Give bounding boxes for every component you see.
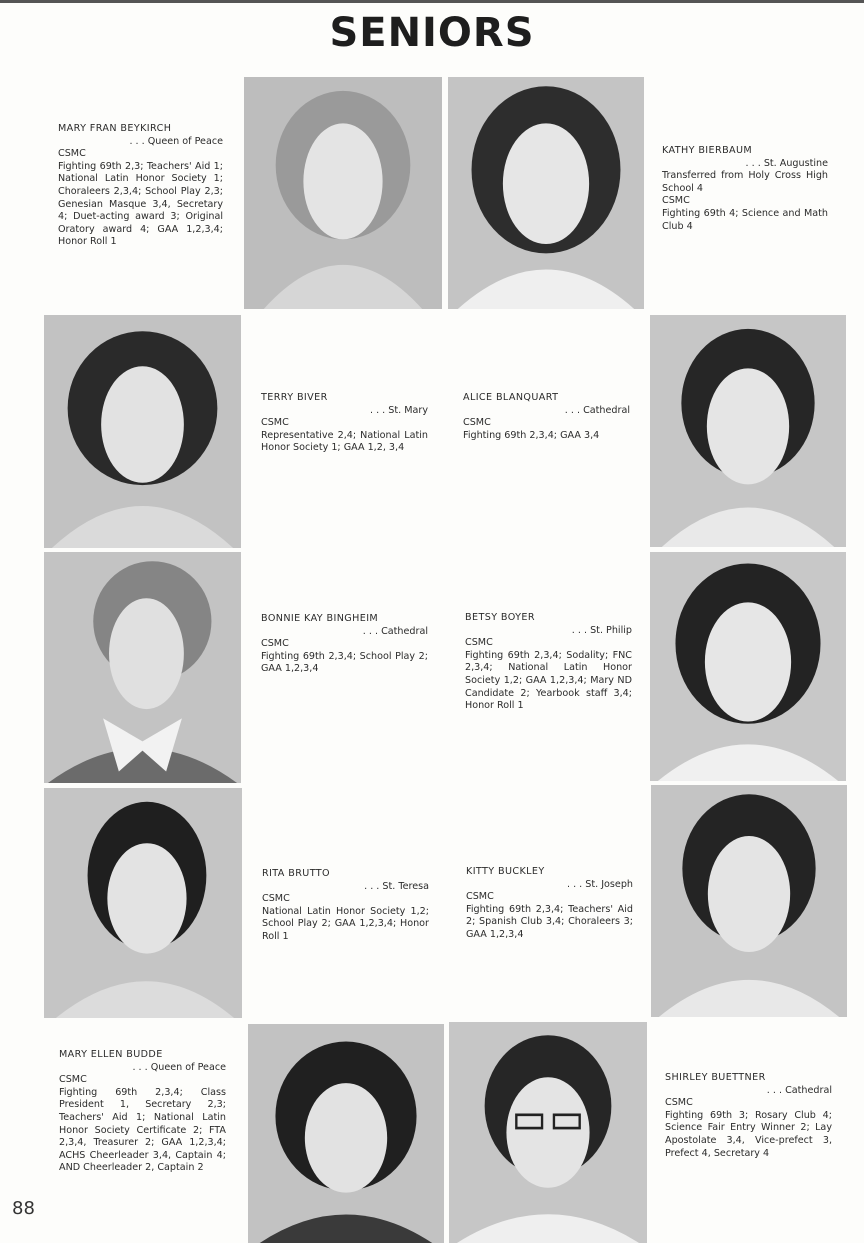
senior-school: CSMC bbox=[665, 1097, 693, 1109]
bio-brutto bbox=[262, 868, 429, 944]
bio-buettner bbox=[665, 1072, 832, 1160]
portrait-photo-blanquart bbox=[650, 315, 846, 547]
top-rule bbox=[0, 0, 864, 3]
bio-biver bbox=[261, 392, 428, 455]
bio-blanquart bbox=[463, 392, 630, 442]
senior-parish: . . . St. Augustine bbox=[745, 157, 828, 169]
bio-beykirch bbox=[58, 123, 223, 249]
portrait-photo-buckley bbox=[651, 785, 847, 1017]
senior-name: KATHY BIERBAUM bbox=[662, 145, 753, 156]
senior-activities: Representative 2,4; National Latin Honor Society 1; GAA 1,2, 3,4 bbox=[261, 429, 428, 454]
bio-buckley bbox=[466, 866, 633, 942]
senior-name: MARY FRAN BEYKIRCH bbox=[58, 123, 172, 134]
portrait-photo-budde bbox=[248, 1024, 444, 1243]
senior-activities: Fighting 69th 3; Rosary Club 4; Science Fair Entry Winner 2; Lay Apostolate 3,4, Vice-prefect 3, Prefect 4, Secretary 4 bbox=[665, 1109, 832, 1159]
senior-parish: . . . Cathedral bbox=[362, 625, 428, 637]
senior-school: CSMC bbox=[466, 891, 494, 903]
page-title: SENIORS bbox=[329, 10, 535, 56]
senior-parish: . . . St. Philip bbox=[571, 624, 632, 636]
portrait-photo-boyer bbox=[650, 552, 846, 781]
senior-name: ALICE BLANQUART bbox=[463, 392, 559, 403]
senior-activities: Fighting 69th 2,3,4; Class President 1, Secretary 2,3; Teachers' Aid 1; National Latin Honor Society Certificate 2; FTA 2,3,4, Treasurer 2; GAA 1,2,3,4; ACHS Cheerleader 3,4, Captain 4; AND Cheerleader 2, Captain 2 bbox=[59, 1086, 226, 1174]
senior-activities: Fighting 69th 2,3,4; GAA 3,4 bbox=[463, 429, 600, 441]
portrait-photo-brutto bbox=[44, 788, 242, 1018]
senior-parish: . . . St. Teresa bbox=[364, 880, 429, 892]
senior-parish: . . . Cathedral bbox=[766, 1084, 832, 1096]
senior-school: CSMC bbox=[261, 638, 289, 650]
senior-name: KITTY BUCKLEY bbox=[466, 866, 545, 877]
senior-school: CSMC bbox=[463, 417, 491, 429]
senior-name: MARY ELLEN BUDDE bbox=[59, 1049, 163, 1060]
portrait-photo-bingheim bbox=[44, 552, 241, 783]
senior-parish: . . . St. Mary bbox=[369, 404, 428, 416]
senior-school: CSMC bbox=[261, 417, 289, 429]
senior-activities: Fighting 69th 2,3,4; Sodality; FNC 2,3,4; National Latin Honor Society 1,2; GAA 1,2,3,4; Mary ND Candidate 2; Yearbook staff 3,4; Honor Roll 1 bbox=[465, 649, 632, 712]
senior-activities: Fighting 69th 2,3; Teachers' Aid 1; National Latin Honor Society 1; Choraleers 2,3,4; School Play 2,3; Genesian Masque 3,4, Secretary 4; Duet-acting award 3; Original Oratory award 4; GAA 1,2,3,4; Honor Roll 1 bbox=[58, 160, 223, 248]
senior-note: Transferred from Holy Cross High School 4 bbox=[662, 170, 828, 194]
portrait-photo-buettner bbox=[449, 1022, 647, 1243]
portrait-photo-biver bbox=[44, 315, 241, 548]
bio-budde bbox=[59, 1049, 226, 1175]
senior-name: BONNIE KAY BINGHEIM bbox=[261, 613, 379, 624]
senior-school: CSMC bbox=[59, 1074, 87, 1086]
senior-school: CSMC bbox=[662, 195, 690, 207]
senior-activities: Fighting 69th 2,3,4; School Play 2; GAA 1,2,3,4 bbox=[261, 650, 428, 675]
senior-parish: . . . Queen of Peace bbox=[132, 1061, 226, 1073]
bio-boyer bbox=[465, 612, 632, 713]
senior-name: BETSY BOYER bbox=[465, 612, 535, 623]
senior-activities: Fighting 69th 4; Science and Math Club 4 bbox=[662, 207, 828, 232]
senior-name: SHIRLEY BUETTNER bbox=[665, 1072, 766, 1083]
senior-activities: National Latin Honor Society 1,2; School Play 2; GAA 1,2,3,4; Honor Roll 1 bbox=[262, 905, 429, 942]
senior-school: CSMC bbox=[58, 148, 86, 160]
bio-bingheim bbox=[261, 613, 428, 676]
bio-bierbaum bbox=[662, 145, 828, 233]
senior-school: CSMC bbox=[465, 637, 493, 649]
senior-name: TERRY BIVER bbox=[261, 392, 328, 403]
page-number: 88 bbox=[12, 1198, 35, 1219]
senior-parish: . . . St. Joseph bbox=[566, 878, 633, 890]
senior-parish: . . . Queen of Peace bbox=[129, 135, 223, 147]
senior-school: CSMC bbox=[262, 893, 290, 905]
senior-name: RITA BRUTTO bbox=[262, 868, 330, 879]
portrait-photo-bierbaum bbox=[448, 77, 644, 309]
portrait-photo-beykirch bbox=[244, 77, 442, 309]
senior-activities: Fighting 69th 2,3,4; Teachers' Aid 2; Spanish Club 3,4; Choraleers 3; GAA 1,2,3,4 bbox=[466, 903, 633, 940]
senior-parish: . . . Cathedral bbox=[564, 404, 630, 416]
